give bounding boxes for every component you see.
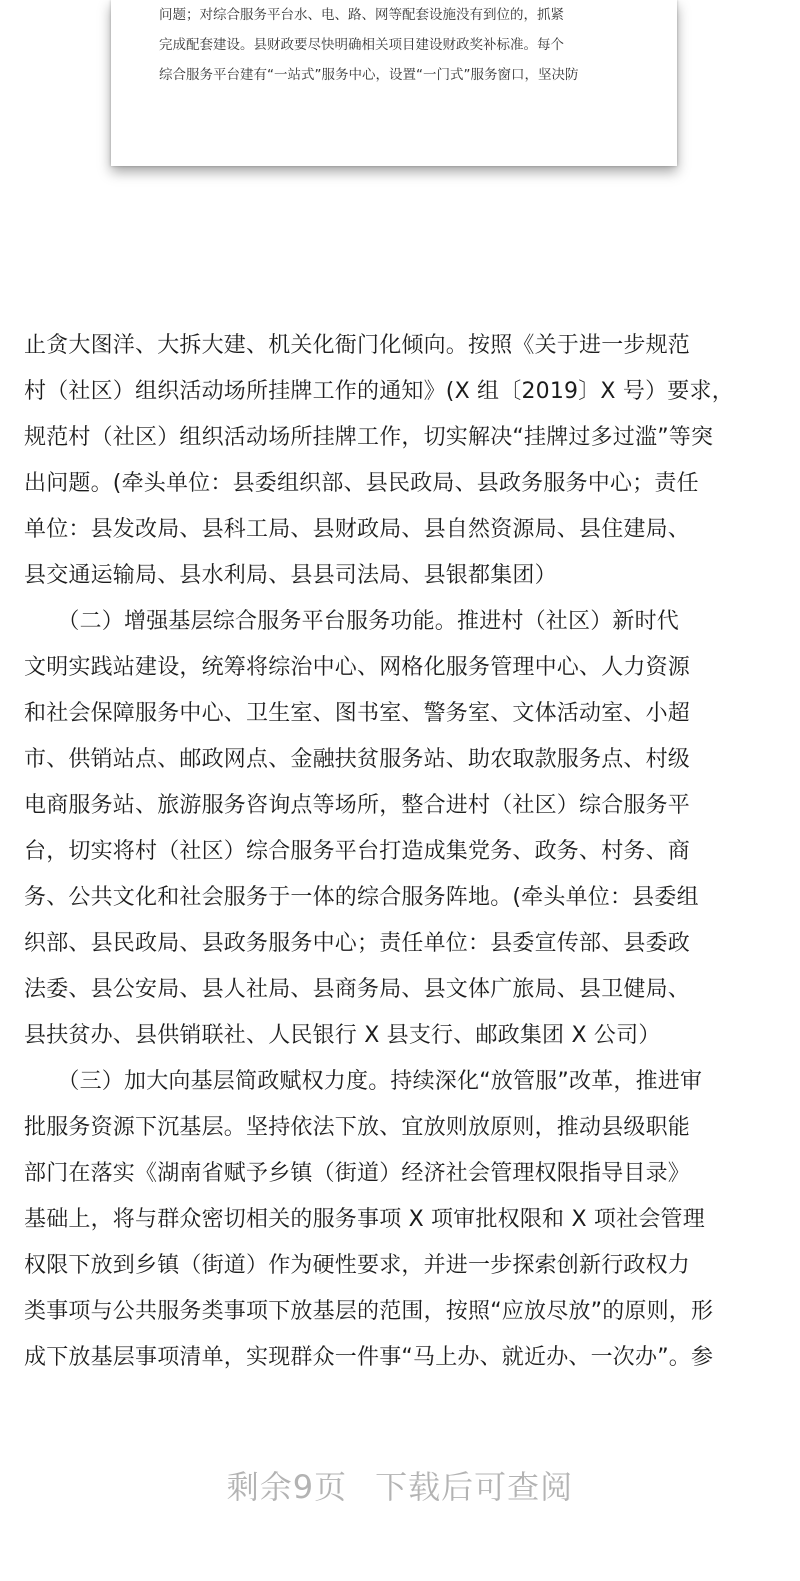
body-line: 止贪大图洋、大拆大建、机关化衙门化倾向。按照《关于进一步规范: [24, 333, 691, 358]
download-hint-label: 下载后可查阅: [375, 1468, 574, 1506]
body-line: 类事项与公共服务类事项下放基层的范围，按照“应放尽放”的原则，形: [24, 1299, 714, 1324]
body-line: 文明实践站建设，统筹将综治中心、网格化服务管理中心、人力资源: [24, 655, 691, 680]
body-line: 织部、县民政局、县政务服务中心；责任单位：县委宣传部、县委政: [24, 931, 691, 956]
body-line: 部门在落实《湖南省赋予乡镇（街道）经济社会管理权限指导目录》: [24, 1161, 691, 1186]
body-line: 务、公共文化和社会服务于一体的综合服务阵地。(牵头单位：县委组: [24, 885, 699, 910]
preview-line: 问题；对综合服务平台水、电、路、网等配套设施没有到位的，抓紧: [159, 7, 564, 23]
body-line: 法委、县公安局、县人社局、县商务局、县文体广旅局、县卫健局、: [24, 977, 691, 1002]
body-line: 出问题。(牵头单位：县委组织部、县民政局、县政务服务中心；责任: [24, 471, 699, 496]
preview-line: 完成配套建设。县财政要尽快明确相关项目建设财政奖补标准。每个: [159, 37, 564, 53]
body-line: 台，切实将村（社区）综合服务平台打造成集党务、政务、村务、商: [24, 839, 691, 864]
remaining-pages-label: 剩余9页: [226, 1468, 348, 1506]
body-line: 规范村（社区）组织活动场所挂牌工作，切实解决“挂牌过多过滥”等突: [24, 425, 714, 450]
body-line: 县扶贫办、县供销联社、人民银行 X 县支行、邮政集团 X 公司）: [24, 1023, 661, 1048]
preview-line: 综合服务平台建有“一站式”服务中心，设置“一门式”服务窗口，坚决防: [159, 67, 579, 83]
body-line: 单位：县发改局、县科工局、县财政局、县自然资源局、县住建局、: [24, 517, 691, 542]
body-line: 村（社区）组织活动场所挂牌工作的通知》(X 组〔2019〕X 号）要求，: [24, 379, 734, 404]
body-line: 成下放基层事项清单，实现群众一件事“马上办、就近办、一次办”。参: [24, 1345, 714, 1370]
body-line: 和社会保障服务中心、卫生室、图书室、警务室、文体活动室、小超: [24, 701, 691, 726]
body-line: 权限下放到乡镇（街道）作为硬性要求，并进一步探索创新行政权力: [24, 1253, 691, 1278]
body-line: 批服务资源下沉基层。坚持依法下放、宜放则放原则，推动县级职能: [24, 1115, 691, 1140]
body-line: 电商服务站、旅游服务咨询点等场所，整合进村（社区）综合服务平: [24, 793, 691, 818]
body-line: （二）增强基层综合服务平台服务功能。推进村（社区）新时代: [24, 609, 680, 634]
document-body: [24, 323, 776, 1381]
download-prompt[interactable]: [0, 1462, 800, 1508]
body-line: 市、供销站点、邮政网点、金融扶贫服务站、助农取款服务点、村级: [24, 747, 691, 772]
body-line: 基础上，将与群众密切相关的服务事项 X 项审批权限和 X 项社会管理: [24, 1207, 705, 1232]
body-line: 县交通运输局、县水利局、县县司法局、县银都集团）: [24, 563, 557, 588]
preview-card: [111, 0, 677, 166]
body-line: （三）加大向基层简政赋权力度。持续深化“放管服”改革，推进审: [24, 1069, 703, 1094]
